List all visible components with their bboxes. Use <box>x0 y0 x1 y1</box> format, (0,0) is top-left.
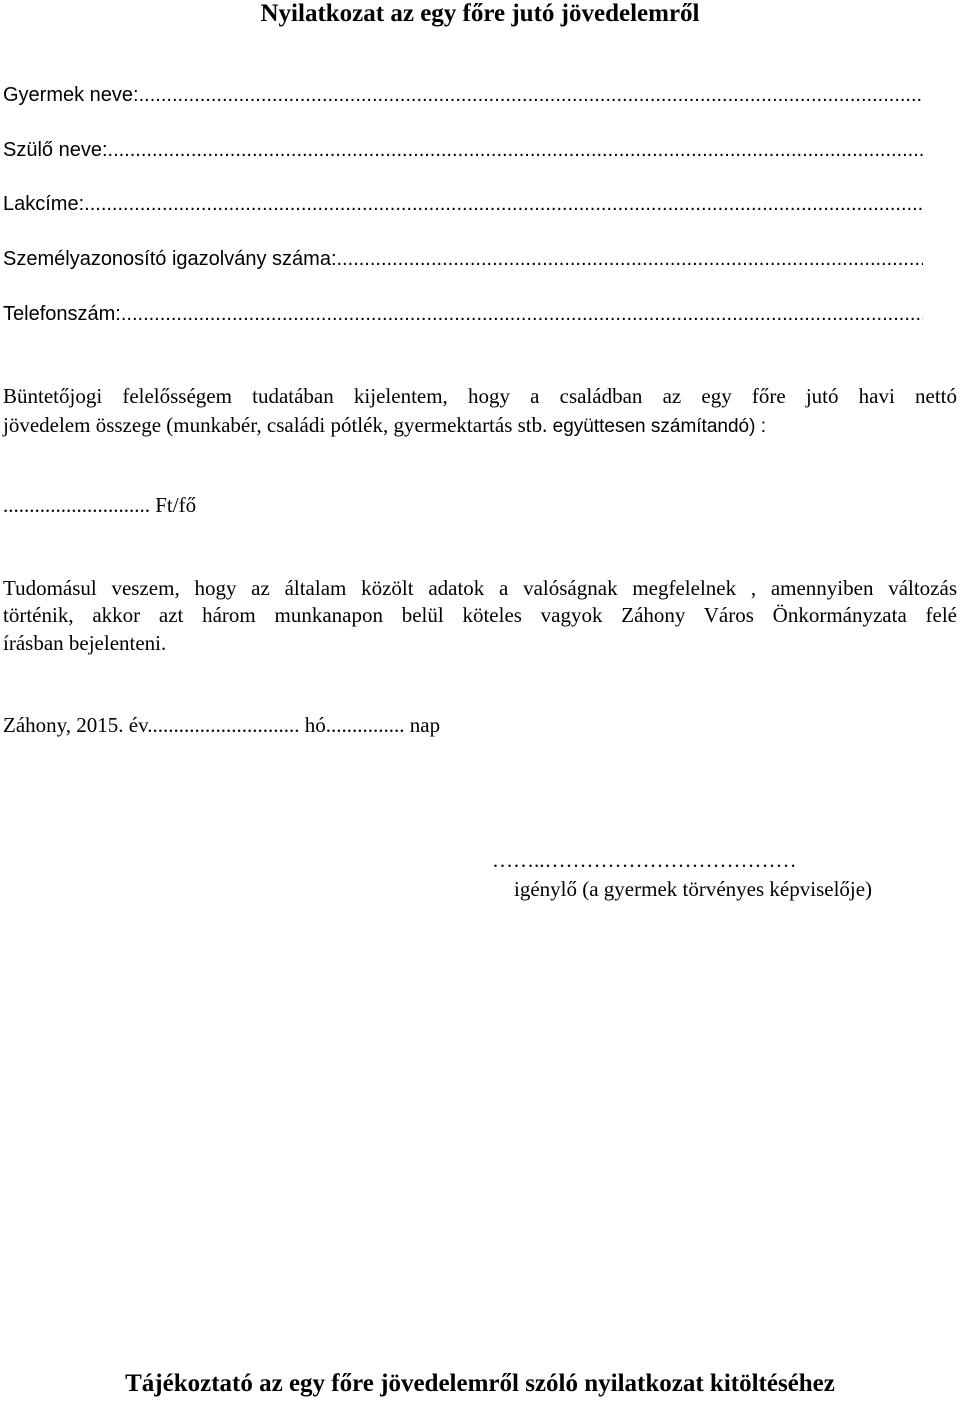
declaration-line-2 <box>3 413 766 438</box>
field-label: Szülő neve: <box>3 139 108 161</box>
signature-caption: igénylő (a gyermek törvényes képviselője) <box>514 877 873 901</box>
amount-per-person[interactable]: ............................ Ft/fő <box>3 493 197 517</box>
declaration-line-2-serif: jövedelem összege (munkabér, családi pótlék, gyermektartás stb. <box>3 413 548 437</box>
fill-dots <box>337 248 924 271</box>
field-parent-name[interactable] <box>3 139 923 162</box>
declaration-line-2-sans: együttesen számítandó) : <box>552 416 766 437</box>
signature-dots[interactable]: ……..……………………………… <box>492 848 797 872</box>
field-address[interactable] <box>3 193 923 216</box>
field-id-number[interactable] <box>3 248 923 271</box>
field-label: Gyermek neve: <box>3 84 139 106</box>
field-label: Lakcíme: <box>3 193 85 215</box>
page-title: Nyilatkozat az egy főre jutó jövedelemről <box>260 0 700 27</box>
footer-title: Tájékoztató az egy főre jövedelemről szóló nyilatkozat kitöltéséhez <box>125 1370 835 1397</box>
field-label: Személyazonosító igazolvány száma: <box>3 248 337 270</box>
field-label: Telefonszám: <box>3 303 121 325</box>
acknowledgement-line-2: történik, akkor azt három munkanapon belül köteles vagyok Záhony Város Önkormányzata felé <box>3 603 957 627</box>
place-date-line[interactable]: Záhony, 2015. év............................. hó............... nap <box>3 713 441 737</box>
field-child-name[interactable] <box>3 84 923 107</box>
fill-dots <box>108 139 923 162</box>
fill-dots <box>139 84 923 107</box>
acknowledgement-line-1: Tudomásul veszem, hogy az általam közölt adatok a valóságnak megfelelnek , amennyiben változás <box>3 576 957 600</box>
fill-dots <box>121 303 923 326</box>
acknowledgement-line-3: írásban bejelenteni. <box>3 631 167 655</box>
field-phone[interactable] <box>3 303 923 326</box>
declaration-line-1: Büntetőjogi felelősségem tudatában kijelentem, hogy a családban az egy főre jutó havi nettó <box>3 384 957 408</box>
fill-dots <box>84 193 923 216</box>
